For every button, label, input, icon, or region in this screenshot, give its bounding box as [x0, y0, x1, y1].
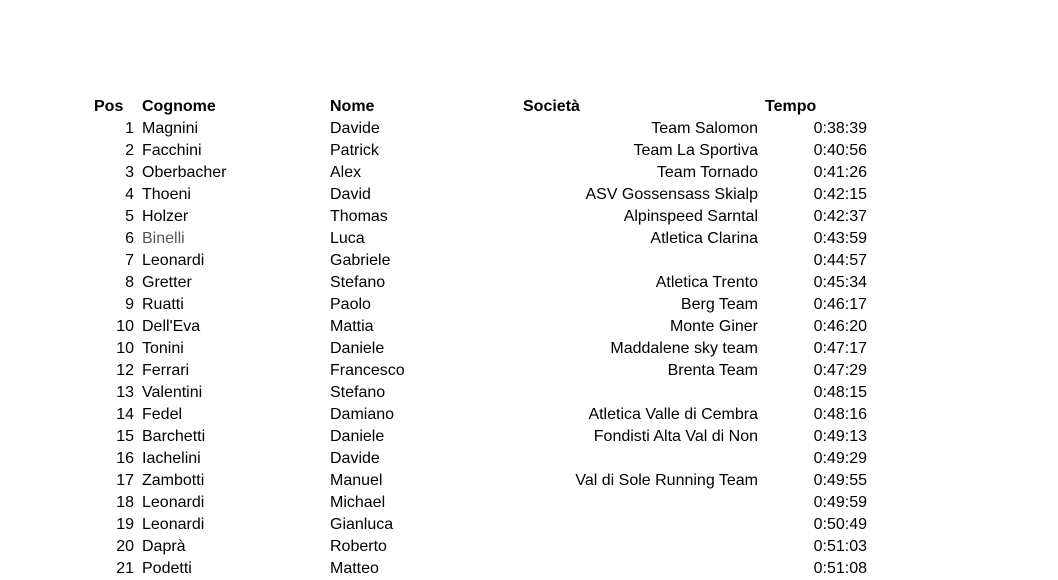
- table-row: [0, 316, 1058, 338]
- cell-tempo: 0:49:29: [813, 450, 867, 467]
- cell-nome: Manuel: [330, 472, 383, 489]
- cell-societa: Atletica Valle di Cembra: [588, 406, 758, 423]
- cell-pos: 21: [116, 560, 134, 577]
- cell-pos: 1: [125, 120, 134, 137]
- cell-societa: [420, 250, 758, 272]
- cell-pos: 19: [116, 516, 134, 533]
- cell-nome: Roberto: [330, 538, 387, 555]
- cell-cognome: Holzer: [142, 208, 189, 225]
- cell-cognome: Tonini: [142, 340, 184, 357]
- table-row: [0, 470, 1058, 492]
- table-row: [0, 184, 1058, 206]
- cell-pos: 8: [125, 274, 134, 291]
- header-cognome: Cognome: [142, 98, 216, 115]
- cell-societa: [420, 382, 758, 404]
- cell-cognome: Facchini: [142, 142, 202, 159]
- cell-cognome: Magnini: [142, 120, 199, 137]
- table-row: [0, 382, 1058, 404]
- cell-cognome: Dell'Eva: [142, 318, 201, 335]
- cell-societa: Berg Team: [680, 296, 758, 313]
- cell-cognome: Thoeni: [142, 186, 191, 203]
- table-row: [0, 448, 1058, 470]
- cell-pos: 5: [125, 208, 134, 225]
- cell-tempo: 0:38:39: [813, 120, 867, 137]
- cell-societa: [420, 558, 758, 580]
- cell-nome: Gianluca: [330, 516, 394, 533]
- cell-cognome: Oberbacher: [142, 164, 227, 181]
- cell-societa: Brenta Team: [667, 362, 758, 379]
- cell-tempo: 0:46:20: [813, 318, 867, 335]
- cell-pos: 16: [116, 450, 134, 467]
- cell-pos: 10: [116, 340, 134, 357]
- cell-societa: Val di Sole Running Team: [575, 472, 758, 489]
- table-row: [0, 558, 1058, 580]
- cell-pos: 18: [116, 494, 134, 511]
- table-row: [0, 162, 1058, 184]
- cell-cognome: Daprà: [142, 538, 186, 555]
- table-row: [0, 272, 1058, 294]
- cell-tempo: 0:47:29: [813, 362, 867, 379]
- header-tempo: Tempo: [765, 98, 817, 115]
- cell-tempo: 0:47:17: [813, 340, 867, 357]
- cell-societa: Atletica Trento: [655, 274, 758, 291]
- cell-cognome: Leonardi: [142, 494, 205, 511]
- cell-nome: Thomas: [330, 208, 388, 225]
- cell-nome: Daniele: [330, 340, 385, 357]
- cell-pos: 9: [125, 296, 134, 313]
- cell-cognome: Valentini: [142, 384, 203, 401]
- cell-tempo: 0:49:55: [813, 472, 867, 489]
- table-row: [0, 206, 1058, 228]
- table-row: [0, 404, 1058, 426]
- table-header: [0, 96, 1058, 118]
- cell-societa: Atletica Clarina: [650, 230, 758, 247]
- cell-tempo: 0:51:08: [813, 560, 867, 577]
- cell-nome: Mattia: [330, 318, 374, 335]
- cell-cognome: Fedel: [142, 406, 183, 423]
- table-row: [0, 228, 1058, 250]
- cell-societa: [420, 536, 758, 558]
- table-row: [0, 294, 1058, 316]
- cell-nome: Francesco: [330, 362, 405, 379]
- cell-pos: 3: [125, 164, 134, 181]
- cell-nome: Stefano: [330, 384, 386, 401]
- cell-societa: Team Salomon: [651, 120, 758, 137]
- cell-nome: Luca: [330, 230, 365, 247]
- table-row: [0, 140, 1058, 162]
- cell-nome: Patrick: [330, 142, 379, 159]
- cell-cognome: Binelli: [142, 230, 185, 247]
- cell-pos: 17: [116, 472, 134, 489]
- cell-tempo: 0:46:17: [813, 296, 867, 313]
- cell-societa: Alpinspeed Sarntal: [623, 208, 758, 225]
- table-row: [0, 426, 1058, 448]
- cell-tempo: 0:45:34: [813, 274, 867, 291]
- cell-cognome: Iachelini: [142, 450, 201, 467]
- cell-pos: 15: [116, 428, 134, 445]
- cell-cognome: Gretter: [142, 274, 192, 291]
- cell-nome: Stefano: [330, 274, 386, 291]
- cell-tempo: 0:40:56: [813, 142, 867, 159]
- cell-pos: 2: [125, 142, 134, 159]
- cell-cognome: Ruatti: [142, 296, 184, 313]
- cell-pos: 20: [116, 538, 134, 555]
- cell-nome: Daniele: [330, 428, 385, 445]
- cell-pos: 6: [125, 230, 134, 247]
- cell-pos: 4: [125, 186, 134, 203]
- cell-nome: Damiano: [330, 406, 395, 423]
- cell-nome: Davide: [330, 120, 380, 137]
- cell-nome: Gabriele: [330, 252, 391, 269]
- cell-tempo: 0:50:49: [813, 516, 867, 533]
- cell-tempo: 0:44:57: [813, 252, 867, 269]
- cell-tempo: 0:42:37: [813, 208, 867, 225]
- table-row: [0, 536, 1058, 558]
- cell-pos: 12: [116, 362, 134, 379]
- cell-tempo: 0:48:16: [813, 406, 867, 423]
- table-row: [0, 118, 1058, 140]
- header-nome: Nome: [330, 98, 375, 115]
- cell-nome: Alex: [330, 164, 362, 181]
- cell-cognome: Zambotti: [142, 472, 205, 489]
- cell-pos: 7: [125, 252, 134, 269]
- cell-societa: [420, 514, 758, 536]
- cell-tempo: 0:49:59: [813, 494, 867, 511]
- cell-nome: Matteo: [330, 560, 379, 577]
- table-row: [0, 492, 1058, 514]
- cell-cognome: Leonardi: [142, 516, 205, 533]
- cell-societa: Fondisti Alta Val di Non: [593, 428, 758, 445]
- cell-cognome: Ferrari: [142, 362, 190, 379]
- cell-cognome: Barchetti: [142, 428, 206, 445]
- cell-pos: 14: [116, 406, 134, 423]
- cell-societa: Monte Giner: [669, 318, 758, 335]
- table-row: [0, 250, 1058, 272]
- cell-nome: Paolo: [330, 296, 371, 313]
- cell-tempo: 0:41:26: [813, 164, 867, 181]
- cell-tempo: 0:42:15: [813, 186, 867, 203]
- cell-societa: ASV Gossensass Skialp: [585, 186, 758, 203]
- cell-societa: [420, 492, 758, 514]
- header-societa: Società: [523, 98, 580, 115]
- cell-societa: Team La Sportiva: [633, 142, 758, 159]
- cell-nome: Michael: [330, 494, 386, 511]
- table-row: [0, 338, 1058, 360]
- cell-societa: Maddalene sky team: [610, 340, 758, 357]
- cell-tempo: 0:48:15: [813, 384, 867, 401]
- cell-tempo: 0:43:59: [813, 230, 867, 247]
- header-pos: Pos: [94, 98, 124, 115]
- cell-societa: Team Tornado: [656, 164, 758, 181]
- cell-societa: [420, 448, 758, 470]
- cell-nome: Davide: [330, 450, 380, 467]
- cell-tempo: 0:51:03: [813, 538, 867, 555]
- table-row: [0, 514, 1058, 536]
- cell-pos: 10: [116, 318, 134, 335]
- cell-nome: David: [330, 186, 371, 203]
- cell-cognome: Podetti: [142, 560, 192, 577]
- cell-cognome: Leonardi: [142, 252, 205, 269]
- table-row: [0, 360, 1058, 382]
- cell-pos: 13: [116, 384, 134, 401]
- cell-tempo: 0:49:13: [813, 428, 867, 445]
